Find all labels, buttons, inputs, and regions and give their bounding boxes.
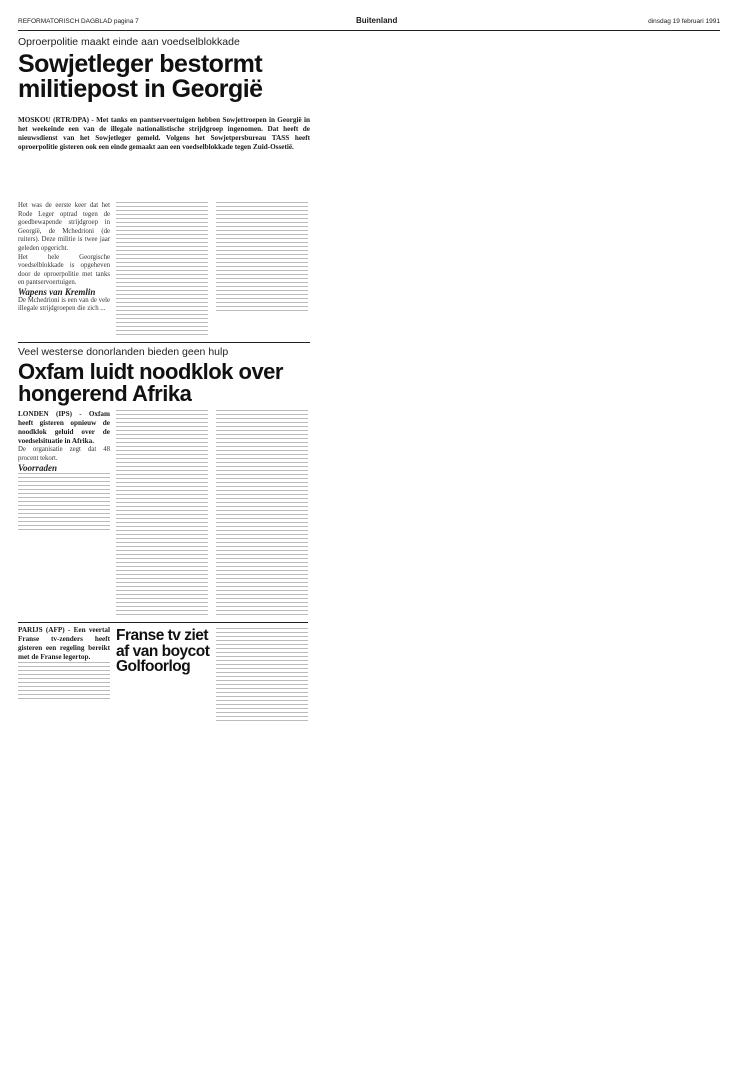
section-title: Buitenland <box>356 16 398 25</box>
section-divider <box>18 342 310 343</box>
oxfam-lead: LONDEN (IPS) - Oxfam heeft gisteren opnieuw de noodklok geluid over de voedselsituatie in Afrika. <box>18 410 110 445</box>
oxfam-col1-filler <box>18 473 110 533</box>
golf-divider <box>18 622 308 623</box>
golf-headline: Franse tv ziet af van boycot Golfoorlog <box>116 627 210 675</box>
georgie-body-part2: Het hele Georgische voedselblokkade is opgeheven door de oproerpolitie met tanks en pantservoertuigen. <box>18 253 110 287</box>
golf-col1 <box>18 626 110 724</box>
golf-col1-filler <box>18 662 110 702</box>
oxfam-body: De organisatie zegt dat 48 procent tekort. <box>18 446 110 462</box>
oxfam-col3 <box>216 410 308 615</box>
georgie-lead: MOSKOU (RTR/DPA) - Met tanks en pantservoertuigen hebben Sowjettroepen in Georgië in het weekeinde een van de illegale nationalistische strijdgroep ingenomen. Dat heeft de nieuwsdienst van het Sowjetleger gemeld. Volgens het Sowjetpersbureau TASS heeft oproerpolitie gisteren ook een einde gemaakt aan een voedselblokkade tegen Zuid-Ossetië. <box>18 116 310 151</box>
oxfam-kicker: Veel westerse donorlanden bieden geen hulp <box>18 346 229 358</box>
georgie-kicker: Oproerpolitie maakt einde aan voedselblokkade <box>18 36 240 48</box>
georgie-body-part1: Het was de eerste keer dat het Rode Leger optrad tegen de goedbewapende strijdgroep in Georgië, de Mchedrioni (de ruiters). Deze militie is twee jaar geleden opgericht. <box>18 202 110 252</box>
oxfam-col1 <box>18 410 110 615</box>
paper-name: REFORMATORISCH DAGBLAD pagina 7 <box>18 18 139 25</box>
oxfam-subhead-voorraden: Voorraden <box>18 463 58 474</box>
oxfam-col2 <box>116 410 208 615</box>
oxfam-col3-text <box>216 410 308 615</box>
georgie-subhead-wapens: Wapens van Kremlin <box>18 286 96 297</box>
golf-col3 <box>216 628 308 724</box>
georgie-body-col2 <box>116 202 208 335</box>
georgie-headline: Sowjetleger bestormt militiepost in Georgië <box>18 50 263 103</box>
georgie-body-col1 <box>18 202 110 335</box>
golf-lead: PARIJS (AFP) - Een veertal Franse tv-zenders heeft gisteren een regeling bereikt met de Franse legertop. <box>18 626 110 661</box>
georgie-body-col3 <box>216 202 308 312</box>
oxfam-headline: Oxfam luidt noodklok over hongerend Afrika <box>18 359 283 406</box>
oxfam-col2-text <box>116 410 208 615</box>
georgie-body-part3: De Mchedrioni is een van de vele illegale strijdgroepen die zich ... <box>18 296 110 313</box>
issue-date: dinsdag 19 februari 1991 <box>648 18 720 25</box>
page-header <box>18 16 720 31</box>
